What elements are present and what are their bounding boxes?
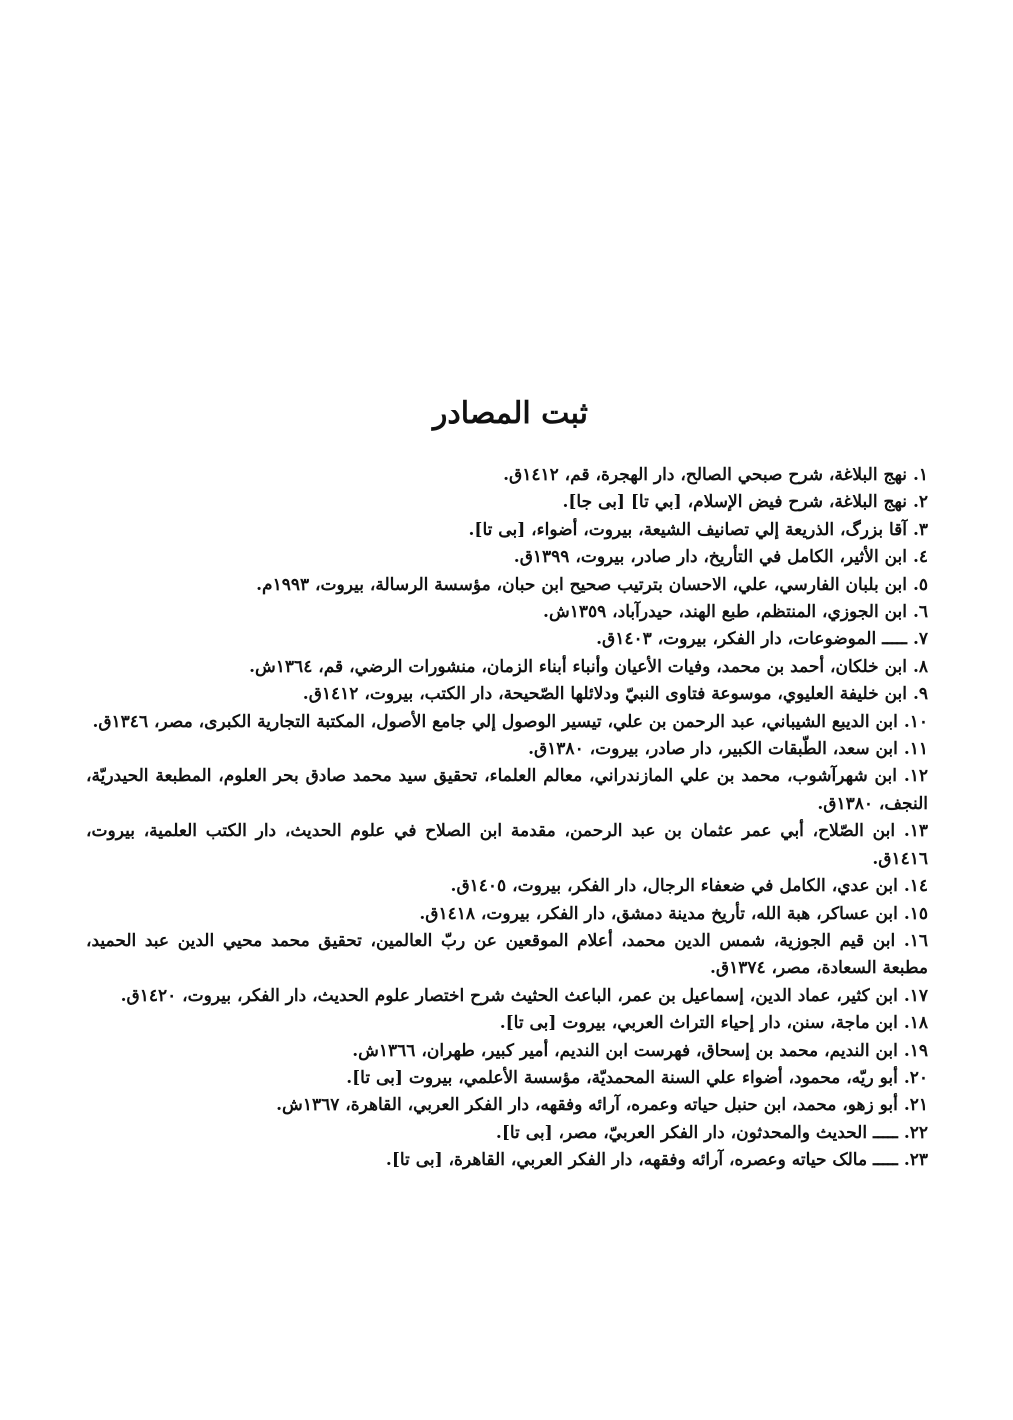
reference-item: [86, 489, 928, 516]
reference-number: ٥.: [912, 574, 928, 595]
reference-text: ـــــ الموضوعات، دار الفكر، بيروت، ١٤٠٣ق.: [596, 629, 908, 650]
reference-text: ابن الصّلاح، أبي عمر عثمان بن عبد الرحمن، مقدمة ابن الصلاح في علوم الحديث، دار الكتب العلمية، بيروت، ١٤١٦ق.: [86, 821, 928, 869]
reference-item: [86, 763, 928, 818]
reference-item: [86, 1038, 928, 1065]
reference-number: ٢٠.: [903, 1067, 928, 1088]
reference-text: أبو زهو، محمد، ابن حنبل حياته وعمره، آرائه وفقهه، دار الفكر العربي، القاهرة، ١٣٦٧ش.: [276, 1095, 898, 1116]
page-title: ثبت المصادر: [432, 396, 588, 431]
reference-item: [86, 873, 928, 900]
reference-number: ١٦.: [903, 930, 929, 951]
reference-number: ٣.: [912, 519, 928, 540]
reference-item: [86, 517, 928, 544]
reference-number: ١٩.: [903, 1040, 928, 1061]
reference-text: ابن الأثير، الكامل في التأريخ، دار صادر، بيروت، ١٣٩٩ق.: [513, 547, 908, 568]
reference-number: ١٤.: [903, 876, 928, 897]
reference-number: ٢٣.: [903, 1150, 928, 1171]
reference-item: [86, 736, 928, 763]
reference-item: [86, 1092, 928, 1119]
reference-text: أبو ريّه، محمود، أضواء علي السنة المحمديّة، مؤسسة الأعلمي، بيروت [بی تا].: [346, 1067, 898, 1088]
reference-item: [86, 901, 928, 928]
reference-text: ابن بلبان الفارسي، علي، الاحسان بترتيب صحيح ابن حبان، مؤسسة الرسالة، بيروت، ١٩٩٣م.: [256, 574, 908, 595]
reference-item: [86, 709, 928, 736]
reference-number: ٤.: [912, 547, 928, 568]
reference-item: [86, 1120, 928, 1147]
reference-number: ٩.: [912, 684, 928, 705]
reference-number: ٦.: [912, 602, 928, 623]
reference-text: ابن سعد، الطّبقات الكبير، دار صادر، بيروت، ١٣٨٠ق.: [528, 739, 898, 760]
reference-item: [86, 462, 928, 489]
reference-text: ابن شهرآشوب، محمد بن علي المازندراني، معالم العلماء، تحقيق سيد محمد صادق بحر العلوم، المطبعة الحيدريّة، النجف، ١٣٨٠ق.: [86, 766, 928, 814]
reference-number: ٢١.: [903, 1095, 928, 1116]
reference-text: ابن عدي، الكامل في ضعفاء الرجال، دار الفكر، بيروت، ١٤٠٥ق.: [450, 876, 898, 897]
reference-text: ابن كثير، عماد الدين، إسماعيل بن عمر، الباعث الحثيث شرح اختصار علوم الحديث، دار الفكر، بيروت، ١٤٢٠ق.: [120, 985, 898, 1006]
reference-text: ابن ماجة، سنن، دار إحياء التراث العربي، بيروت [بی تا].: [499, 1013, 898, 1034]
reference-number: ٨.: [912, 656, 928, 677]
reference-item: [86, 818, 928, 873]
reference-number: ٢.: [912, 492, 928, 513]
reference-text: ابن خلكان، أحمد بن محمد، وفيات الأعيان وأنباء أبناء الزمان، منشورات الرضي، قم، ١٣٦٤ش.: [249, 656, 908, 677]
reference-item: [86, 599, 928, 626]
reference-text: آقا بزرگ، الذريعة إلي تصانيف الشيعة، بيروت، أضواء، [بی تا].: [468, 519, 908, 540]
reference-number: ٧.: [912, 629, 928, 650]
reference-item: [86, 572, 928, 599]
reference-text: ابن الديبع الشيباني، عبد الرحمن بن علي، تيسير الوصول إلي جامع الأصول، المكتبة التجارية الكبرى، مصر، ١٣٤٦ق.: [92, 711, 898, 732]
reference-text: ابن عساكر، هبة الله، تأريخ مدينة دمشق، دار الفكر، بيروت، ١٤١٨ق.: [419, 903, 898, 924]
reference-number: ١٠.: [903, 711, 928, 732]
reference-number: ١٣.: [903, 821, 929, 842]
reference-item: [86, 681, 928, 708]
reference-item: [86, 654, 928, 681]
reference-number: ١١.: [903, 739, 928, 760]
reference-text: نهج البلاغة، شرح صبحي الصالح، دار الهجرة، قم، ١٤١٢ق.: [503, 465, 908, 485]
reference-item: [86, 544, 928, 571]
reference-number: ١.: [912, 465, 928, 485]
reference-number: ١٥.: [903, 903, 928, 924]
reference-text: نهج البلاغة، شرح فيض الإسلام، [بي تا] [بی جا].: [562, 492, 908, 513]
reference-list: [86, 462, 928, 1175]
reference-text: ـــــ الحديث والمحدثون، دار الفكر العربيّ، مصر، [بی تا].: [495, 1122, 898, 1143]
reference-item: [86, 1010, 928, 1037]
reference-number: ١٨.: [903, 1013, 928, 1034]
reference-item: [86, 983, 928, 1010]
reference-number: ١٢.: [903, 766, 928, 787]
reference-text: ابن قيم الجوزية، شمس الدين محمد، أعلام الموقعين عن ربّ العالمين، تحقيق محمد محيي الدين عبد الحميد، مطبعة السعادة، مصر، ١٣٧٤ق.: [86, 930, 928, 979]
reference-item: [86, 1065, 928, 1092]
reference-text: ابن خليفة العليوي، موسوعة فتاوى النبيّ ودلائلها الصّحيحة، دار الكتب، بيروت، ١٤١٢ق.: [302, 684, 908, 705]
reference-number: ١٧.: [903, 985, 928, 1006]
reference-item: [86, 626, 928, 653]
reference-number: ٢٢.: [903, 1122, 928, 1143]
reference-text: ـــــ مالک حياته وعصره، آرائه وفقهه، دار الفكر العربي، القاهرة، [بی تا].: [385, 1150, 898, 1171]
reference-item: [86, 928, 928, 983]
reference-text: ابن النديم، محمد بن إسحاق، فهرست ابن النديم، أمير كبير، طهران، ١٣٦٦ش.: [352, 1040, 898, 1061]
reference-item: [86, 1147, 928, 1174]
reference-text: ابن الجوزي، المنتظم، طبع الهند، حيدرآباد، ١٣٥٩ش.: [543, 602, 908, 623]
